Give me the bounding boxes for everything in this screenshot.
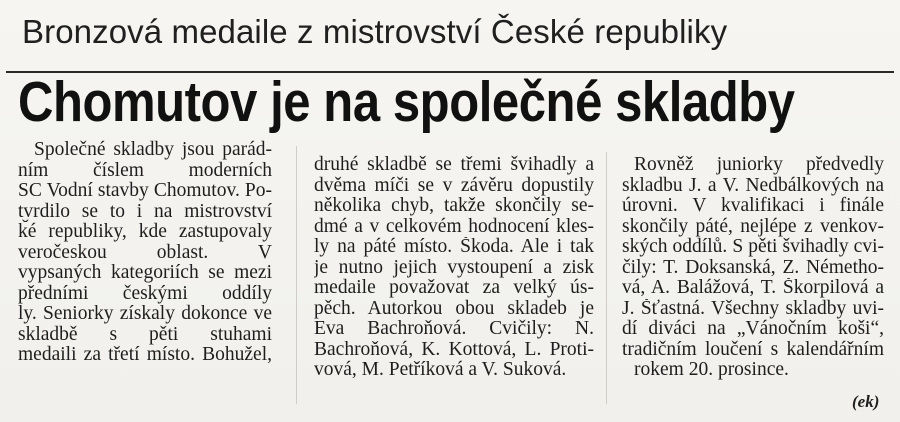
- article-column-2: [314, 155, 594, 381]
- text-line: J. Šťastná. Všechny skladby uvi-: [622, 298, 884, 319]
- article-column-3: [622, 155, 884, 381]
- text-line: je nutno jejich vystoupení a zisk: [314, 257, 594, 278]
- text-line: SC Vodní stavby Chomutov. Po-: [18, 181, 272, 201]
- text-line: skladbu J. a V. Nedbálkových na: [622, 175, 884, 196]
- text-line: ké republiky, kde zastupovaly: [18, 222, 272, 242]
- text-line: medaile považovat za velký ús-: [314, 278, 594, 298]
- text-line: rokem 20. prosince.: [634, 359, 789, 380]
- text-line: skladbě s pěti stuhami: [18, 324, 272, 345]
- text-line: tvrdilo se to i na mistrovství: [18, 201, 272, 222]
- text-line: dí diváci na „Vánočním koši“,: [622, 319, 884, 339]
- text-line: skončily páté, nejlépe z venkov-: [622, 216, 884, 237]
- text-line: vá, A. Balážová, T. Škorpilová a: [622, 278, 884, 298]
- text-line: ním číslem moderních: [18, 160, 272, 181]
- article-headline: Chomutov je na společné skladby: [18, 70, 795, 134]
- text-line: dmé a v celkovém hodnocení kles-: [314, 216, 594, 237]
- text-line: veročeskou oblast. V: [18, 242, 272, 263]
- article-kicker: Bronzová medaile z mistrovství České republiky: [22, 13, 728, 50]
- text-line: druhé skladbě se třemi švihadly a: [314, 155, 594, 175]
- text-line: Rovněž juniorky předvedly: [634, 155, 884, 175]
- text-line: čily: T. Doksanská, Z. Németho-: [622, 257, 884, 278]
- text-line: ly na páté místo. Škoda. Ale i tak: [314, 237, 594, 257]
- text-line: úrovni. V kvalifikaci i finále: [622, 196, 884, 216]
- column-divider: [606, 152, 607, 404]
- text-line: medaili za třetí místo. Bohužel,: [18, 345, 272, 365]
- article-column-1: [18, 140, 272, 366]
- column-divider: [296, 146, 297, 404]
- author-signature: (ek): [852, 392, 880, 411]
- text-line: pěch. Autorkou obou skladeb je: [314, 298, 594, 319]
- text-line: vypsaných kategoriích se mezi: [18, 263, 272, 283]
- text-line: ly. Seniorky získaly dokonce ve: [18, 304, 272, 324]
- text-line: Společné skladby jsou parád-: [34, 140, 272, 160]
- text-line: dvěma míči se v závěru dopustily: [314, 175, 594, 196]
- text-line: předními českými oddíly: [18, 283, 272, 304]
- text-line: tradičním loučení s kalendářním: [622, 339, 884, 360]
- text-line: Bachroňová, K. Kottová, L. Proti-: [314, 339, 594, 360]
- text-line: ských oddílů. S pěti švihadly cvi-: [622, 237, 884, 257]
- text-line: vová, M. Petříková a V. Suková.: [314, 359, 567, 380]
- text-line: několika chyb, takže skončily se-: [314, 196, 594, 216]
- text-line: Eva Bachroňová. Cvičily: N.: [314, 319, 594, 339]
